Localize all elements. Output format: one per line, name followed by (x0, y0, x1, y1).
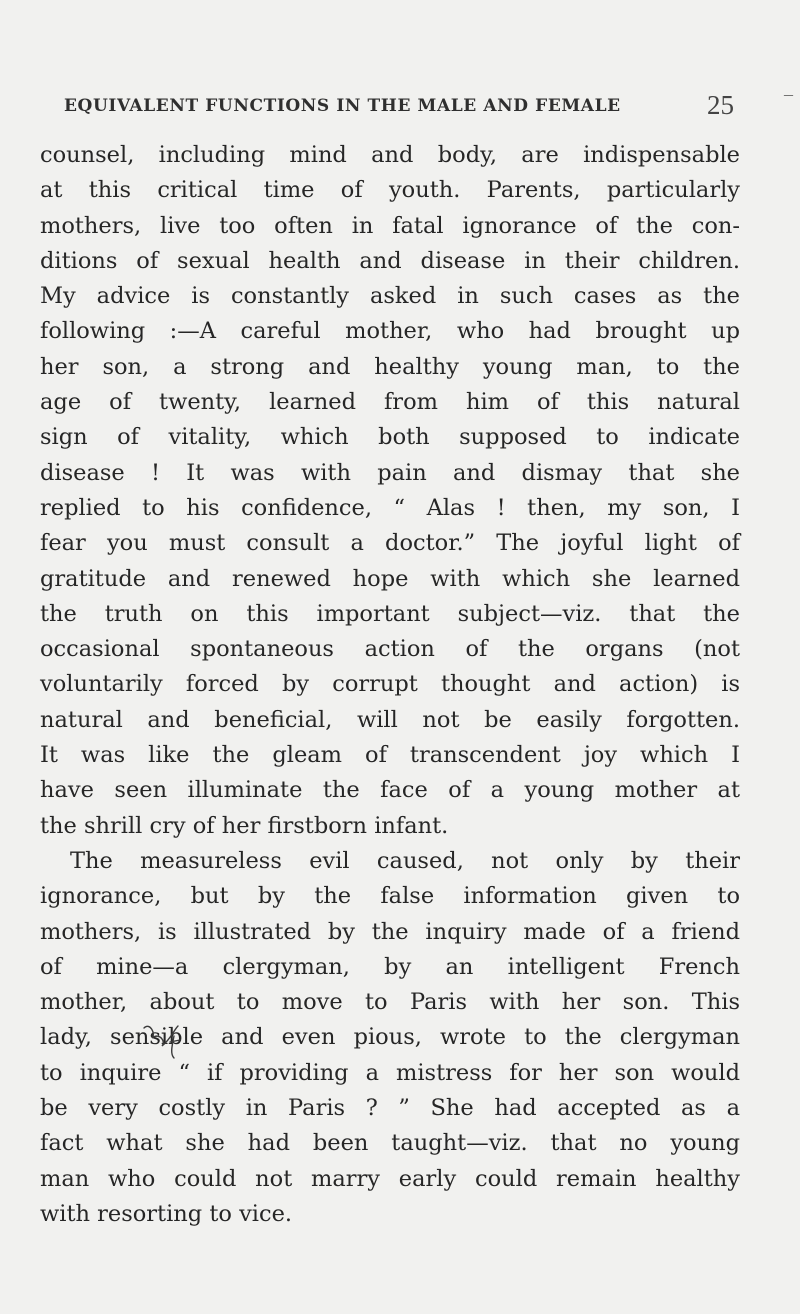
text-line: mothers, live too often in fatal ignorance of the con- (40, 212, 740, 239)
text-line: mother, about to move to Paris with her son. This (40, 989, 740, 1016)
text-line: man who could not marry early could remain healthy (40, 1165, 740, 1192)
text-line: It was like the gleam of transcendent joy which I (40, 742, 740, 769)
text-line: occasional spontaneous action of the organs (not (40, 636, 740, 663)
text-line: natural and beneficial, will not be easily forgotten. (40, 706, 740, 733)
text-line: counsel, including mind and body, are indispensable (40, 142, 740, 168)
handwritten-insertion-mark (140, 1020, 190, 1060)
text-line: be very costly in Paris ? ” She had accepted as a (40, 1095, 740, 1122)
margin-dash-mark: – (784, 84, 793, 104)
text-line: to inquire “ if providing a mistress for her son would (40, 1059, 740, 1086)
text-line: voluntarily forced by corrupt thought and action) is (40, 671, 740, 698)
text-line: fear you must consult a doctor.” The joyful light of (40, 530, 740, 557)
text-line: the truth on this important subject—viz. that the (40, 600, 740, 627)
running-title: EQUIVALENT FUNCTIONS IN THE MALE AND FEMALE (64, 96, 621, 116)
text-line: lady, sensible and even pious, wrote to the clergyman (40, 1024, 740, 1051)
page-number: 25 (707, 90, 734, 120)
text-line: age of twenty, learned from him of this natural (40, 389, 740, 416)
text-line: replied to his confidence, “ Alas ! then, my son, I (40, 494, 740, 521)
text-line: gratitude and renewed hope with which she learned (40, 565, 740, 592)
text-line: sign of vitality, which both supposed to indicate (40, 424, 740, 451)
text-line: disease ! It was with pain and dismay that she (40, 459, 740, 486)
text-line-final: with resorting to vice. (40, 1200, 293, 1227)
text-line: My advice is constantly asked in such cases as the (40, 283, 740, 310)
text-line: fact what she had been taught—viz. that no young (40, 1130, 740, 1157)
text-line-paragraph-end: the shrill cry of her firstborn infant. (40, 812, 449, 839)
body-text (40, 138, 740, 1232)
text-line: have seen illuminate the face of a young mother at (40, 777, 740, 804)
text-line: at this critical time of youth. Parents, particularly (40, 177, 740, 204)
running-header (64, 90, 734, 128)
text-line: her son, a strong and healthy young man, to the (40, 353, 740, 380)
text-line: mothers, is illustrated by the inquiry made of a friend (40, 918, 740, 945)
text-line: ignorance, but by the false information given to (40, 883, 740, 910)
text-line: of mine—a clergyman, by an intelligent French (40, 953, 740, 980)
text-line: ditions of sexual health and disease in their children. (40, 247, 740, 274)
text-line: following :—A careful mother, who had brought up (40, 318, 740, 345)
text-line-paragraph-start: The measureless evil caused, not only by their (70, 847, 740, 874)
